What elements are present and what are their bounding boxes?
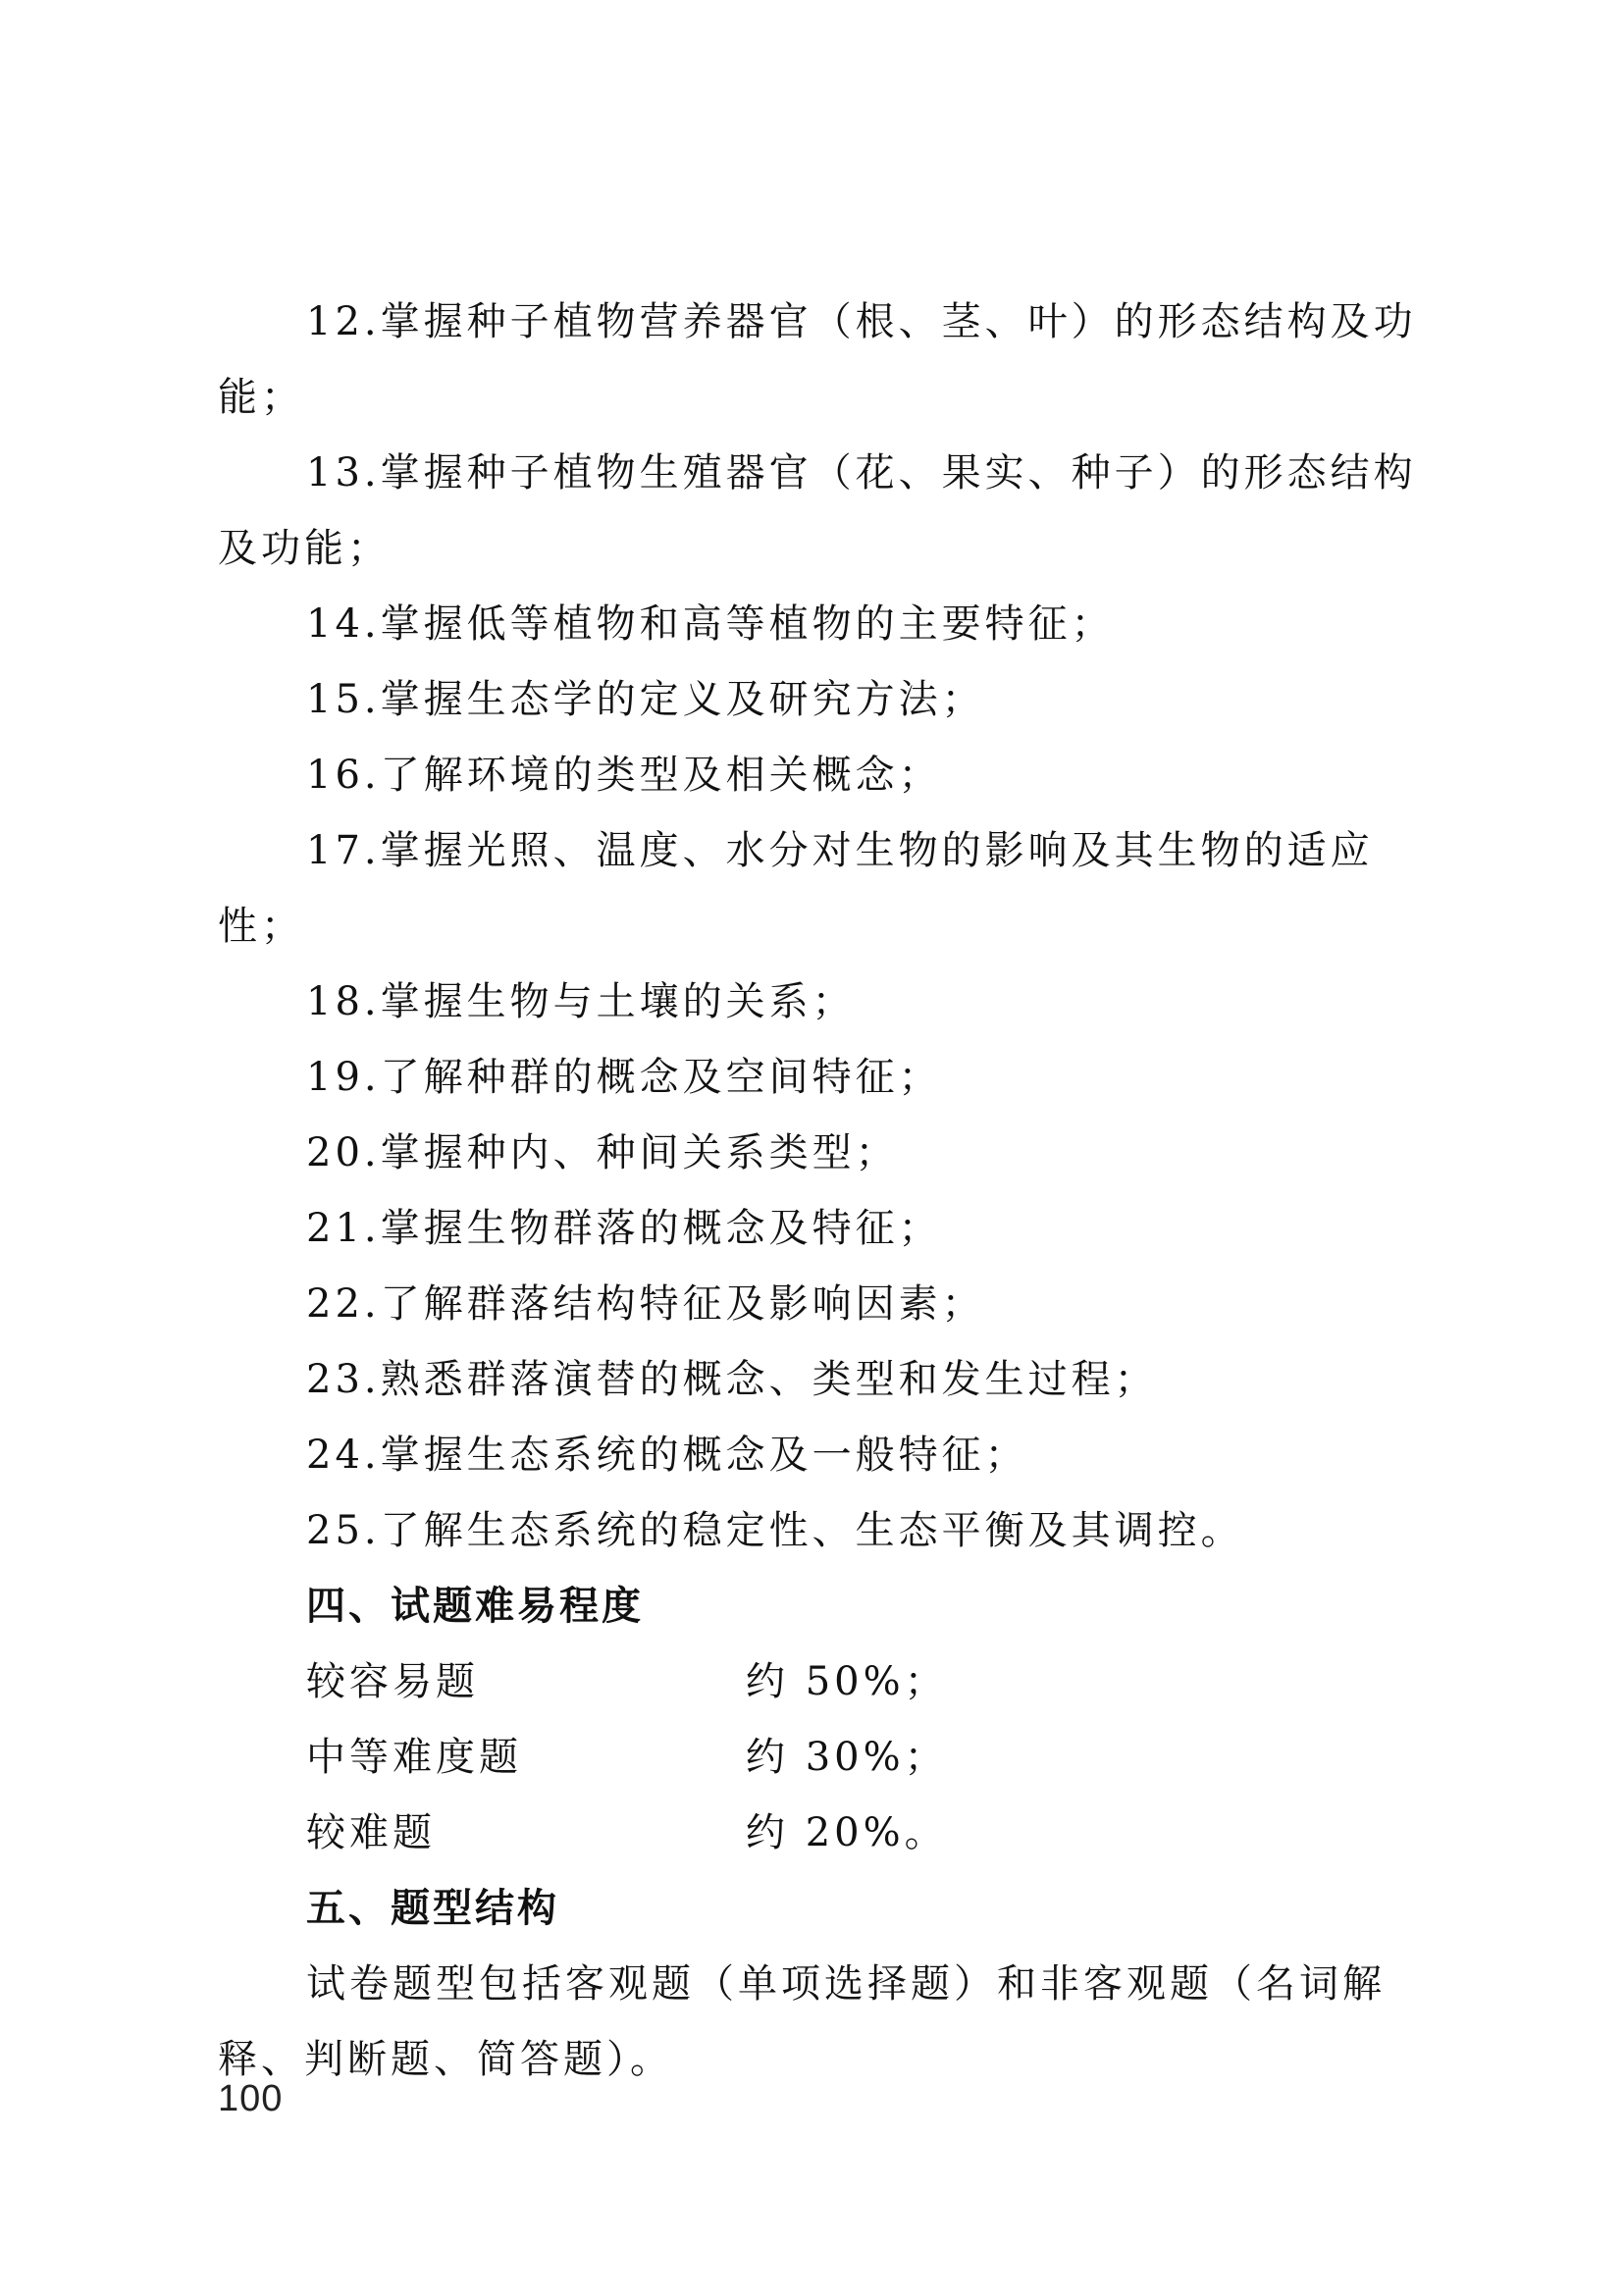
difficulty-row — [218, 1796, 1431, 1871]
list-item: 21.掌握生物群落的概念及特征； — [306, 1206, 942, 1251]
structure-paragraph: 试卷题型包括客观题（单项选择题）和非客观题（名词解释、判断题、简答题）。 — [218, 1961, 1386, 2082]
page-number: 100 — [218, 2078, 284, 2119]
list-item: 12.掌握种子植物营养器官（根、茎、叶）的形态结构及功能； — [218, 299, 1417, 420]
list-item: 22.了解群落结构特征及影响因素； — [306, 1281, 985, 1327]
difficulty-label: 中等难度题 — [306, 1735, 522, 1780]
list-item: 16.了解环境的类型及相关概念； — [306, 753, 942, 798]
list-item: 19.了解种群的概念及空间特征； — [306, 1055, 942, 1100]
section-heading-structure: 五、题型结构 — [306, 1886, 559, 1931]
list-item: 17.掌握光照、温度、水分对生物的影响及其生物的适应性； — [218, 828, 1374, 949]
list-item: 15.掌握生态学的定义及研究方法； — [306, 677, 985, 722]
list-item: 14.掌握低等植物和高等植物的主要特征； — [306, 601, 1115, 647]
difficulty-row — [218, 1644, 1431, 1720]
difficulty-value: 约 20%。 — [746, 1810, 948, 1855]
difficulty-value: 约 30%； — [746, 1735, 948, 1780]
list-item: 25.了解生态系统的稳定性、生态平衡及其调控。 — [306, 1508, 1244, 1553]
list-item: 13.掌握种子植物生殖器官（花、果实、种子）的形态结构及功能； — [218, 450, 1417, 571]
list-item: 20.掌握种内、种间关系类型； — [306, 1130, 899, 1175]
difficulty-row — [218, 1720, 1431, 1796]
list-item: 18.掌握生物与土壤的关系； — [306, 979, 856, 1024]
page-content — [218, 285, 1431, 2098]
difficulty-value: 约 50%； — [746, 1659, 948, 1704]
difficulty-label: 较难题 — [306, 1810, 436, 1855]
list-item: 23.熟悉群落演替的概念、类型和发生过程； — [306, 1357, 1158, 1402]
difficulty-label: 较容易题 — [306, 1659, 479, 1704]
section-heading-difficulty: 四、试题难易程度 — [306, 1584, 644, 1629]
list-item: 24.掌握生态系统的概念及一般特征； — [306, 1433, 1028, 1478]
